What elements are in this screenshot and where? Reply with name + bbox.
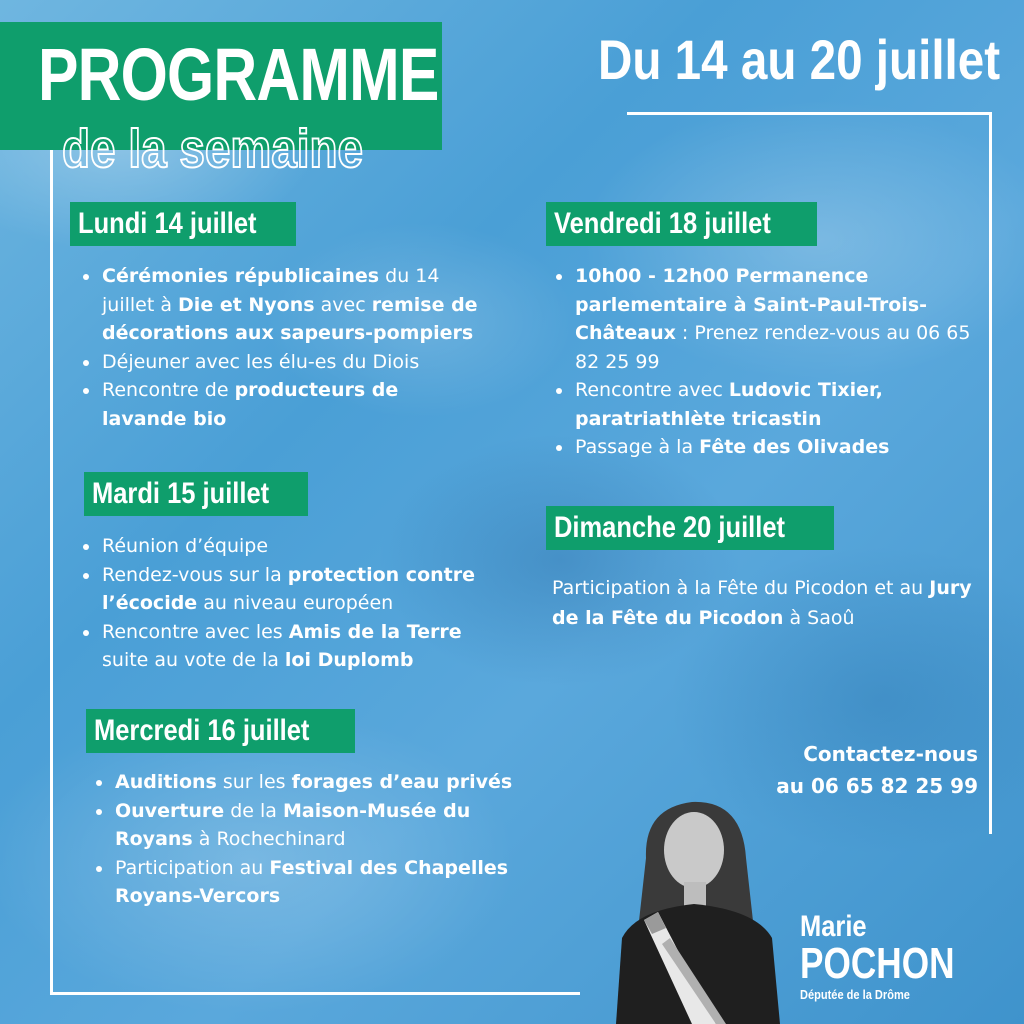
text-segment: sur les: [216, 771, 292, 793]
list-item: [80, 618, 500, 675]
bold-text: loi Duplomb: [284, 649, 414, 671]
list-item: [80, 376, 480, 433]
frame-line-top: [627, 112, 989, 115]
signature-role: Députée de la Drôme: [800, 987, 910, 1002]
frame-line-left: [50, 150, 53, 995]
contact-phone: au 06 65 82 25 99: [776, 774, 978, 798]
bold-text: Cérémonies républicaines: [102, 265, 380, 287]
bold-text: protection contre l’écocide: [102, 563, 475, 614]
text-segment: avec: [314, 293, 372, 316]
text-segment: : Prenez rendez-vous au 06 65 82 25 99: [575, 322, 971, 373]
list-item: [553, 433, 983, 462]
text-segment: Rencontre avec: [575, 379, 729, 401]
frame-line-bottom: [50, 992, 580, 995]
bold-text: Festival des Chapelles Royans-Vercors: [115, 856, 509, 907]
day-list-lundi: [80, 262, 480, 433]
day-label-lundi: Lundi 14 juillet: [70, 202, 296, 246]
frame-line-right: [989, 112, 992, 834]
list-item: [553, 376, 983, 433]
bold-text: Die et Nyons: [178, 293, 315, 316]
bold-text: forages d’eau privés: [291, 771, 513, 793]
signature-last-name: POCHON: [800, 939, 955, 988]
day-label-mercredi: Mercredi 16 juillet: [86, 709, 355, 753]
text-segment: de la: [224, 799, 283, 822]
text-segment: Participation à la Fête du Picodon et au: [552, 577, 930, 599]
text-segment: Rencontre avec les: [102, 620, 289, 643]
bold-text: 10h00 - 12h00 Permanence parlementaire à Saint-Paul-Trois-Châteaux: [575, 265, 928, 344]
bold-text: producteurs de lavande bio: [102, 379, 399, 430]
day-label-vendredi: Vendredi 18 juillet: [546, 202, 817, 246]
text-segment: Déjeuner avec les élu-es du Diois: [102, 350, 420, 373]
portrait-photo: [596, 788, 800, 1024]
text-segment: à Rochechinard: [192, 828, 346, 850]
bold-text: remise de décorations aux sapeurs-pompiers: [102, 293, 478, 344]
list-item: [80, 262, 480, 348]
text-segment: Passage à la: [575, 436, 700, 458]
date-range: Du 14 au 20 juillet: [598, 28, 1001, 91]
text-segment: suite au vote de la: [102, 649, 285, 671]
bold-text: Amis de la Terre: [288, 620, 462, 643]
contact-line: Contactez-nous: [803, 742, 978, 766]
list-item: [93, 797, 523, 854]
list-item: [93, 854, 523, 911]
bold-text: Fête des Olivades: [699, 436, 890, 458]
day-label-dimanche: Dimanche 20 juillet: [546, 506, 834, 550]
bold-text: Ouverture: [115, 799, 225, 822]
list-item: [80, 532, 500, 561]
text-segment: du 14 juillet à: [102, 265, 440, 316]
bold-text: Maison-Musée du Royans: [115, 799, 471, 850]
bold-text: Auditions: [115, 771, 217, 793]
day-list-mercredi: [93, 768, 523, 911]
page-title: PROGRAMME: [38, 33, 439, 116]
day-paragraph-dimanche: [552, 573, 972, 633]
text-segment: Rendez-vous sur la: [102, 563, 288, 586]
text-segment: à Saoû: [783, 607, 855, 629]
day-label-mardi: Mardi 15 juillet: [84, 472, 308, 516]
list-item: [553, 262, 983, 376]
signature-block: [800, 912, 993, 1004]
bold-text: Ludovic Tixier, paratriathlète tricastin: [575, 379, 883, 430]
text-segment: Participation au: [115, 856, 270, 879]
list-item: [80, 561, 500, 618]
page-subtitle: de la semaine: [62, 119, 364, 179]
text-segment: Rencontre de: [102, 379, 235, 401]
text-segment: Réunion d’équipe: [102, 535, 269, 557]
list-item: [93, 768, 523, 797]
signature-first-name: Marie: [800, 910, 867, 943]
day-list-vendredi: [553, 262, 983, 462]
day-list-mardi: [80, 532, 500, 675]
list-item: [80, 348, 480, 377]
text-segment: au niveau européen: [197, 592, 394, 614]
bold-text: Jury de la Fête du Picodon: [552, 577, 972, 629]
